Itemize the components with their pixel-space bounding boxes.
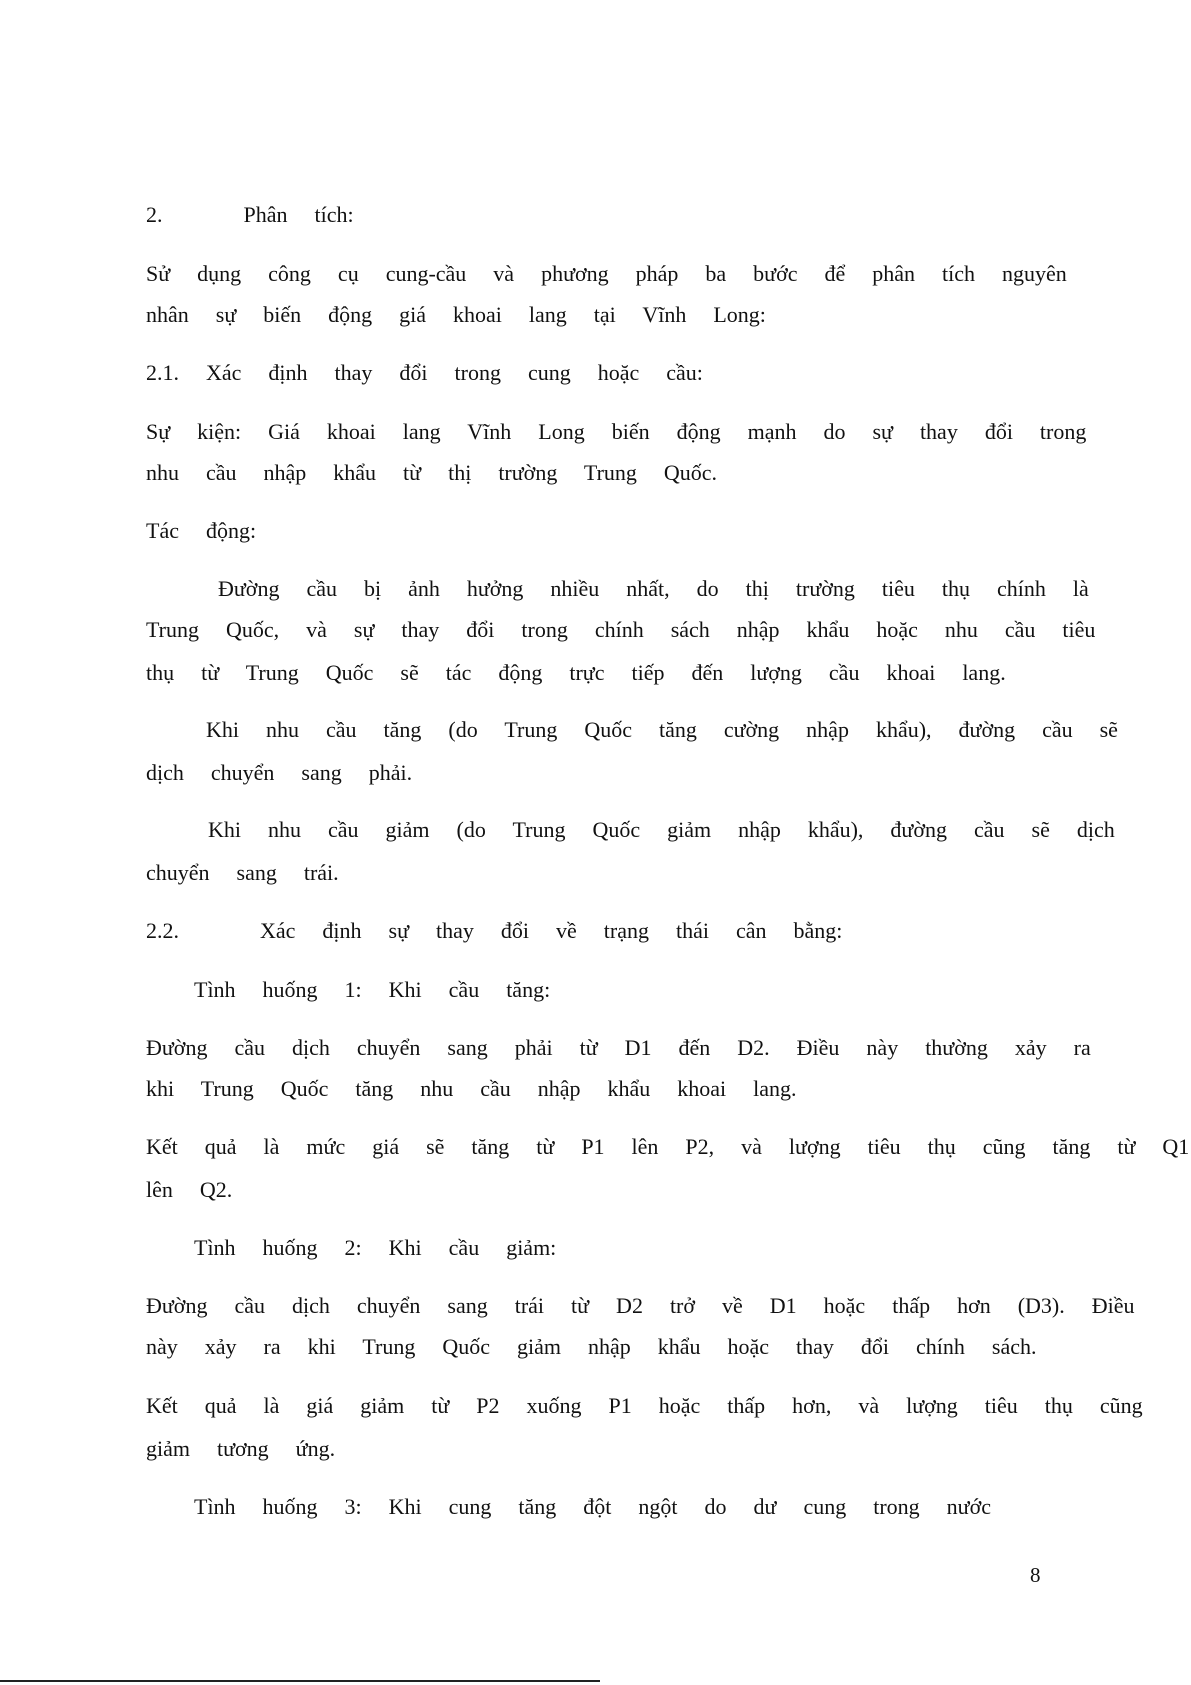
paragraph-line: nhu cầu nhập khẩu từ thị trường Trung Quốc. [146,460,718,485]
paragraph-line: Khi nhu cầu giảm (do Trung Quốc giảm nhập khẩu), đường cầu sẽ dịch [208,817,1115,842]
paragraph-line: Kết quả là giá giảm từ P2 xuống P1 hoặc thấp hơn, và lượng tiêu thụ cũng [146,1393,1143,1418]
case-heading: Tình huống 1: Khi cầu tăng: [194,977,551,1002]
paragraph-line: này xảy ra khi Trung Quốc giảm nhập khẩu hoặc thay đổi chính sách. [146,1334,1037,1359]
paragraph-line: lên Q2. [146,1177,233,1202]
paragraph-line: Khi nhu cầu tăng (do Trung Quốc tăng cường nhập khẩu), đường cầu sẽ [206,717,1118,742]
case-heading: Tình huống 3: Khi cung tăng đột ngột do dư cung trong nước [194,1494,991,1519]
paragraph-line: giảm tương ứng. [146,1436,336,1461]
paragraph-line: Đường cầu dịch chuyển sang trái từ D2 trở về D1 hoặc thấp hơn (D3). Điều [146,1293,1135,1318]
paragraph-line: Kết quả là mức giá sẽ tăng từ P1 lên P2, và lượng tiêu thụ cũng tăng từ Q1 [146,1134,1190,1159]
paragraph-line: nhân sự biến động giá khoai lang tại Vĩnh Long: [146,302,766,327]
paragraph-line: Đường cầu bị ảnh hưởng nhiều nhất, do thị trường tiêu thụ chính là [218,576,1089,601]
paragraph-line: dịch chuyển sang phải. [146,760,413,785]
paragraph-line: Tác động: [146,518,257,543]
subsection-heading: 2.1. Xác định thay đổi trong cung hoặc cầu: [146,360,703,385]
paragraph-line: Đường cầu dịch chuyển sang phải từ D1 đến D2. Điều này thường xảy ra [146,1035,1091,1060]
bottom-divider [0,1680,600,1682]
paragraph-line: chuyển sang trái. [146,860,339,885]
paragraph-line: khi Trung Quốc tăng nhu cầu nhập khẩu khoai lang. [146,1076,797,1101]
section-heading: 2. Phân tích: [146,202,354,227]
case-heading: Tình huống 2: Khi cầu giảm: [194,1235,557,1260]
page-number: 8 [1030,1563,1041,1587]
paragraph-line: thụ từ Trung Quốc sẽ tác động trực tiếp đến lượng cầu khoai lang. [146,660,1006,685]
subsection-heading: 2.2. Xác định sự thay đổi về trạng thái cân bằng: [146,918,843,943]
paragraph-line: Sử dụng công cụ cung-cầu và phương pháp ba bước để phân tích nguyên [146,261,1067,286]
paragraph-line: Trung Quốc, và sự thay đổi trong chính sách nhập khẩu hoặc nhu cầu tiêu [146,617,1096,642]
paragraph-line: Sự kiện: Giá khoai lang Vĩnh Long biến động mạnh do sự thay đổi trong [146,419,1087,444]
